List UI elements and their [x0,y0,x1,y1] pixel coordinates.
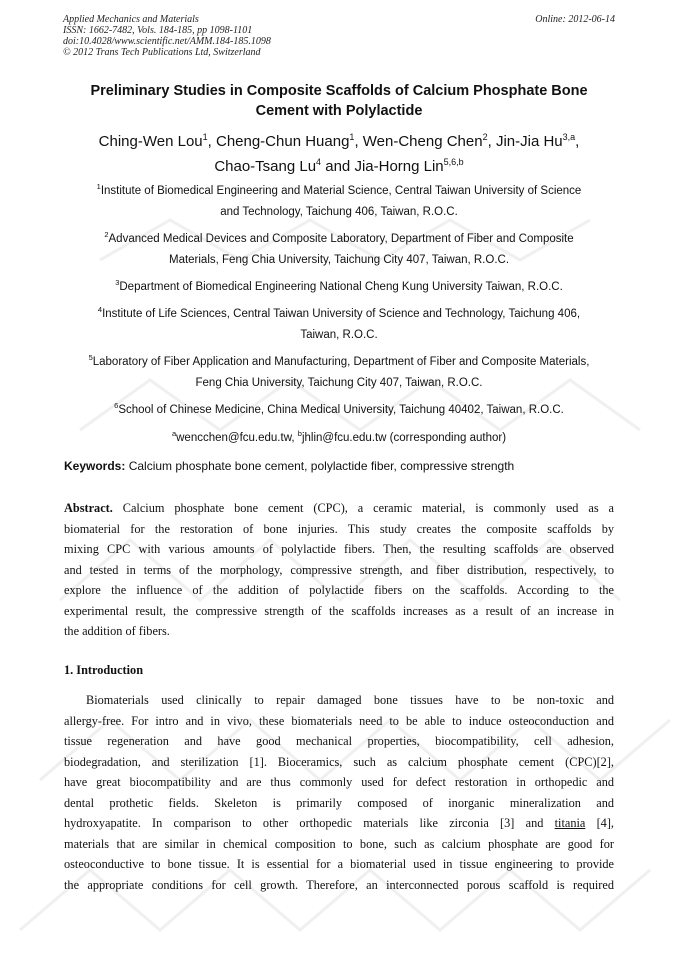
author-sup: 1 [202,132,208,142]
intro-line: osteoconductive to bone tissue. It is essential for a biomaterial used in tissue engineering to provide [64,857,614,871]
affiliation-sup: 6 [114,401,119,410]
intro-line [64,813,614,834]
intro-line: the appropriate conditions for cell growth. Therefore, an interconnected porous scaffold is required [64,877,614,892]
affiliation-text: School of Chinese Medicine, China Medical University, Taichung 40402, Taiwan, R.O.C. [118,403,564,416]
author-name: Wen-Cheng Chen [362,133,483,150]
intro-line: Biomaterials used clinically to repair damaged bone tissues have to be non-toxic and [86,693,614,707]
author-name: Chao-Tsang Lu [214,158,317,175]
paper-title [40,81,638,121]
citation-link[interactable]: titania [554,816,586,830]
affiliation-sup: 2 [104,230,109,239]
author-sup: 4 [316,157,322,167]
abstract-line: experimental result, the compressive strength of the scaffolds increases as a result of an increase in [64,603,614,618]
section-heading-introduction: 1. Introduction [64,663,144,677]
affiliation-text: Department of Biomedical Engineering National Cheng Kung University Taiwan, R.O.C. [119,280,563,293]
abstract-paragraph [64,498,614,642]
author-sup: 2 [482,132,488,142]
affiliation-text: Laboratory of Fiber Application and Manufacturing, Department of Fiber and Composite Materials, [92,355,590,368]
author-sup: 3,a [562,132,576,142]
abstract-text: Calcium phosphate bone cement (CPC), a ceramic material, is commonly used as a [112,501,614,515]
author-name: Jia-Horng Lin [354,158,444,175]
affiliation-text: Institute of Biomedical Engineering and Material Science, Central Taiwan University of Science [100,184,582,197]
author-sup: 1 [349,132,355,142]
affiliation-sup: 4 [97,305,103,314]
affiliation-text: Institute of Life Sciences, Central Taiwan University of Science and Technology, Taichung 406, [102,307,581,320]
abstract-label: Abstract. [64,501,113,515]
author-name: Cheng-Chun Huang [215,133,350,150]
keywords-line [64,459,638,473]
intro-line: materials that are similar in chemical composition to bone, such as calcium phosphate are good for [64,836,614,851]
title-line-2: Cement with Polylactide [255,103,423,119]
affiliation-text: Taiwan, R.O.C. [300,329,378,342]
issn-line: ISSN: 1662-7482, Vols. 184-185, pp 1098-1101 [63,25,253,36]
affiliation-text: and Technology, Taichung 406, Taiwan, R.O.C. [220,206,458,219]
author-name: Jin-Jia Hu [495,133,563,150]
abstract-line [64,498,614,519]
intro-text: hydroxyapatite. In comparison to other orthopedic materials like zirconia [3] and [64,816,555,830]
affiliation-2 [60,224,618,272]
affiliation-6 [60,395,618,421]
affiliation-text: Advanced Medical Devices and Composite Laboratory, Department of Fiber and Composite [108,232,574,245]
email-link[interactable]: wencchen@fcu.edu.tw, [176,431,298,444]
email-link[interactable]: jhlin@fcu.edu.tw (corresponding author) [301,431,507,444]
keywords-text: Calcium phosphate bone cement, polylactide fiber, compressive strength [125,459,515,473]
email-sup: a [171,429,177,438]
intro-line: dental prothetic fields. Skeleton is primarily composed of inorganic mineralization and [64,795,614,810]
author-name: Ching-Wen Lou [98,133,203,150]
introduction-paragraph [64,690,614,895]
journal-header [63,14,615,58]
affiliation-text: Materials, Feng Chia University, Taichung City 407, Taiwan, R.O.C. [168,254,510,267]
abstract-line: and tested in terms of the morphology, compressive strength, and fiber distribution, respectively, to [64,562,614,577]
intro-text: [4], [585,816,614,830]
email-sup: b [297,429,302,438]
affiliation-text: Feng Chia University, Taichung City 407, Taiwan, R.O.C. [195,377,483,390]
copyright-line: © 2012 Trans Tech Publications Ltd, Switzerland [63,47,261,58]
affiliation-3 [60,272,618,298]
intro-line: have great biocompatibility and are thus commonly used for defect restoration in orthopedic and [64,775,614,789]
author-list: Ching-Wen Lou$^1$, Cheng-Chun Huang$^1$, Wen-Cheng Chen$^2$, Jin-Jia Hu$^{3,a}$, Chao-Tsang Lu$^4$ and Jia-Horng Lin$^{5,6,b}$ [98,132,580,175]
affiliation-4 [60,299,618,347]
author-sup: 5,6,b [443,157,464,167]
abstract-line: explore the influence of the addition of polylactide fibers on the scaffolds. According to the [64,583,614,597]
doi-line: doi:10.4028/www.scientific.net/AMM.184-185.1098 [63,36,271,47]
intro-line: biodegradation, and sterilization [1]. Bioceramics, such as calcium phosphate cement (CPC)[2], [64,754,614,769]
intro-line: tissue regeneration and have good mechanical properties, biocompatibility, cell adhesion, [64,734,614,748]
title-line-1: Preliminary Studies in Composite Scaffolds of Calcium Phosphate Bone [90,83,588,99]
affiliation-1 [60,176,618,224]
affiliation-sup: 3 [115,278,120,287]
online-date: Online: 2012-06-14 [535,14,615,25]
affiliation-5 [60,347,618,395]
intro-line: allergy-free. For intro and in vivo, these biomaterials need to be able to induce osteoconduction and [64,713,614,728]
abstract-line: biomaterial for the restoration of bone injuries. This study creates the composite scaffolds by [64,521,614,536]
author-conjunction: and [325,158,351,175]
affiliation-sup: 5 [88,353,93,362]
affiliation-sup: 1 [96,182,101,191]
journal-name: Applied Mechanics and Materials [63,14,199,25]
keywords-label: Keywords: [64,459,126,473]
author-emails [60,423,618,449]
abstract-line: mixing CPC with various amounts of polylactide fibers. Then, the resulting scaffolds are observed [64,542,614,556]
abstract-line: the addition of fibers. [64,624,170,638]
